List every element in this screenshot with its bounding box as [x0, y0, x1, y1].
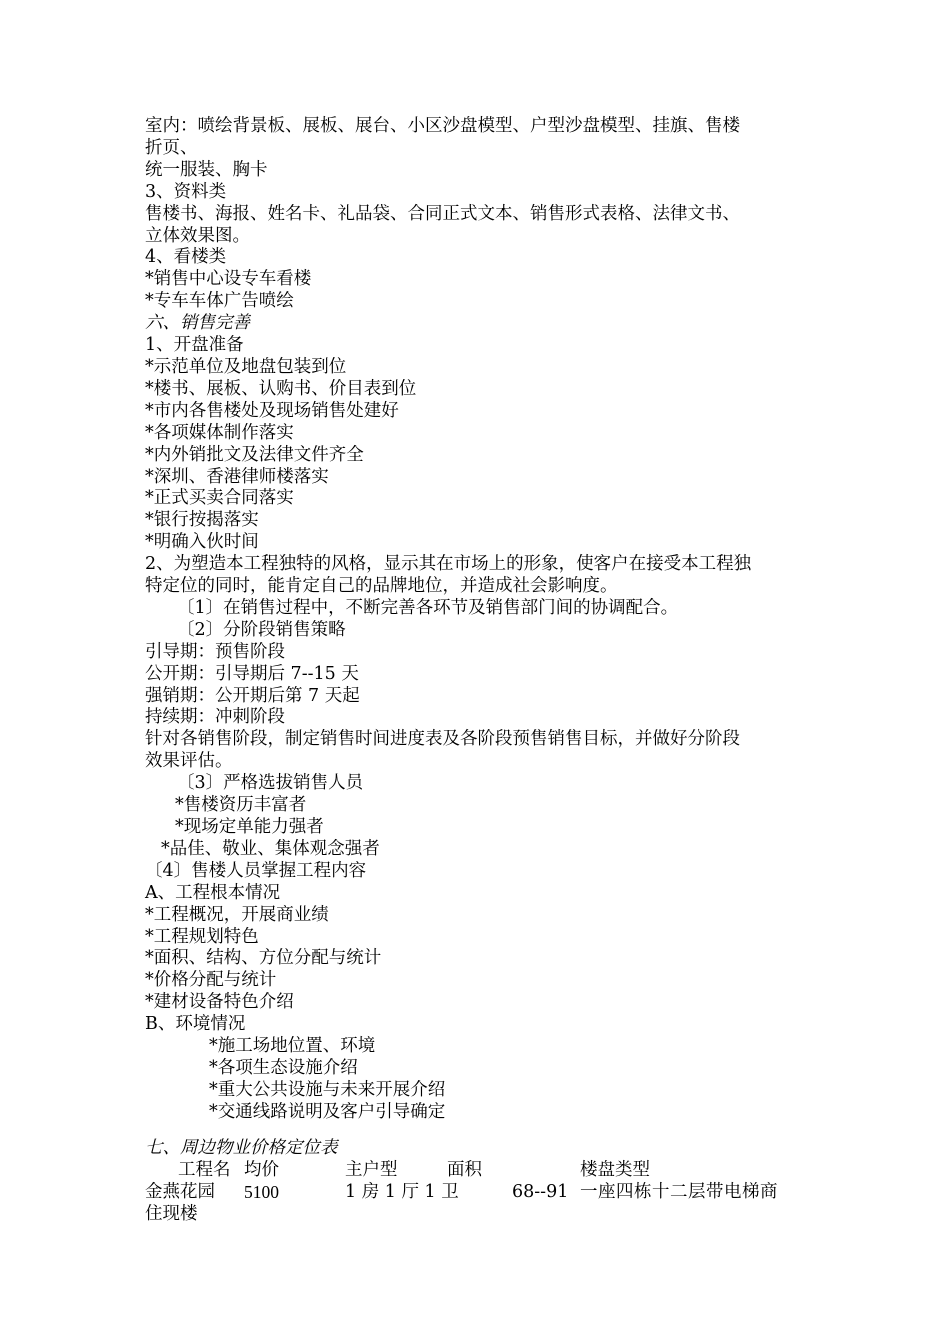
- text-line: *品佳、敬业、集体观念强者: [161, 838, 380, 859]
- text-line: *市内各售楼处及现场销售处建好: [145, 400, 399, 421]
- text-line: 〔4〕售楼人员掌握工程内容: [145, 860, 367, 881]
- text-line: *价格分配与统计: [145, 970, 277, 991]
- text-line: 1、开盘准备: [145, 335, 244, 356]
- text-line: *明确入伙时间: [145, 532, 259, 553]
- text-line: 室内：喷绘背景板、展板、展台、小区沙盘模型、户型沙盘模型、挂旗、售楼: [145, 116, 740, 136]
- text-line: 3、资料类: [145, 181, 227, 202]
- document-page: [145, 116, 815, 1226]
- text-line: *现场定单能力强者: [175, 817, 324, 837]
- text-line: *内外销批文及法律文件齐全: [145, 444, 364, 465]
- row-kind-continued: 住现楼: [145, 1203, 198, 1224]
- text-line: A、工程根本情况: [145, 882, 281, 903]
- text-line: 强销期：公开期后第 7 天起: [145, 685, 360, 706]
- text-line: 针对各销售阶段，制定销售时间进度表及各阶段预售销售目标，并做好分阶段: [145, 729, 740, 750]
- text-line: *销售中心设专车看楼: [145, 269, 312, 290]
- text-line: *银行按揭落实: [145, 510, 259, 531]
- text-line: 4、看楼类: [145, 247, 227, 268]
- section-gap: [145, 1124, 815, 1138]
- header-kind: 楼盘类型: [580, 1159, 650, 1180]
- row-price: 5100: [244, 1181, 279, 1202]
- text-line: *深圳、香港律师楼落实: [145, 466, 329, 487]
- header-area: 面积: [447, 1159, 482, 1180]
- text-line: *楼书、展板、认购书、价目表到位: [145, 378, 417, 399]
- text-line: 〔2〕分阶段销售策略: [177, 619, 346, 640]
- text-line: 统一服装、胸卡: [145, 159, 268, 180]
- text-line: 2、为塑造本工程独特的风格，显示其在市场上的形象，使客户在接受本工程独: [145, 554, 752, 575]
- body-text: [145, 116, 815, 1124]
- text-line: *专车车体广告喷绘: [145, 291, 294, 312]
- section7-heading: 七、周边物业价格定位表: [145, 1137, 338, 1158]
- row-kind: 一座四栋十二层带电梯商: [580, 1181, 778, 1202]
- price-table: [145, 1160, 815, 1226]
- text-line: *正式买卖合同落实: [145, 488, 294, 509]
- text-line: 持续期：冲刺阶段: [145, 707, 285, 728]
- text-line: 公开期：引导期后 7--15 天: [145, 663, 359, 684]
- text-line: *交通线路说明及客户引导确定: [209, 1101, 446, 1122]
- text-line: 引导期：预售阶段: [145, 641, 285, 662]
- text-line: 〔3〕严格选拔销售人员: [177, 773, 364, 794]
- text-line: *各项媒体制作落实: [145, 422, 294, 443]
- text-line: 〔1〕在销售过程中，不断完善各环节及销售部门间的协调配合。: [177, 597, 679, 618]
- row-type: 1 房 1 厅 1 卫: [345, 1181, 459, 1202]
- text-line: *建材设备特色介绍: [145, 992, 294, 1013]
- text-line: *重大公共设施与未来开展介绍: [209, 1079, 446, 1100]
- header-price: 均价: [244, 1159, 279, 1180]
- text-line: 售楼书、海报、姓名卡、礼品袋、合同正式文本、销售形式表格、法律文书、: [145, 203, 740, 224]
- text-line: *工程概况，开展商业绩: [145, 904, 329, 925]
- text-line: 效果评估。: [145, 751, 233, 772]
- text-line: B、环境情况: [145, 1014, 246, 1035]
- section-heading: 六、销售完善: [145, 313, 250, 334]
- text-line: *工程规划特色: [145, 926, 259, 947]
- text-line: 特定位的同时，能肯定自己的品牌地位，并造成社会影响度。: [145, 576, 618, 597]
- text-line: *售楼资历丰富者: [175, 795, 307, 816]
- text-line: *施工场地位置、环境: [209, 1036, 376, 1057]
- header-type: 主户型: [345, 1159, 398, 1180]
- text-line: *各项生态设施介绍: [209, 1057, 358, 1078]
- text-line: 立体效果图。: [145, 225, 250, 246]
- text-line: 折页、: [145, 137, 198, 158]
- text-line: *示范单位及地盘包装到位: [145, 356, 347, 377]
- row-name: 金燕花园: [145, 1181, 215, 1202]
- header-name: 工程名: [178, 1159, 231, 1180]
- text-line: *面积、结构、方位分配与统计: [145, 948, 382, 969]
- row-area: 68--91: [512, 1181, 569, 1202]
